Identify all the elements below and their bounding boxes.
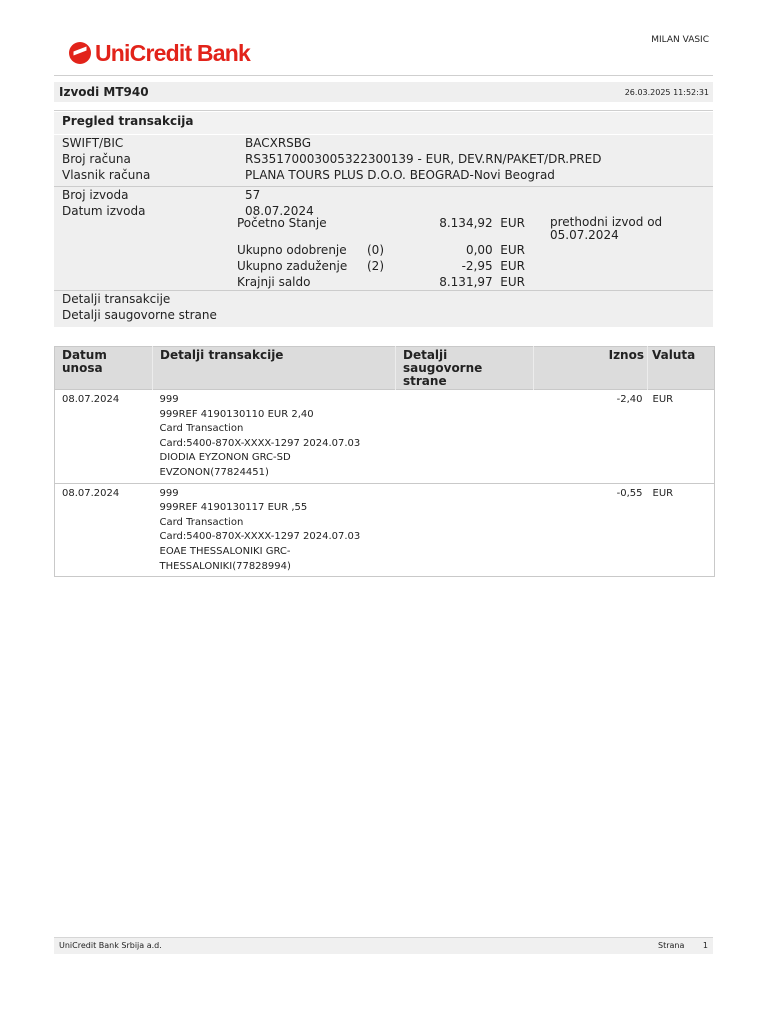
statement-number-row	[54, 187, 713, 203]
statement-date-value: 08.07.2024	[245, 204, 314, 218]
opening-balance-label: Početno Stanje	[237, 216, 327, 230]
print-timestamp: 26.03.2025 11:52:31	[624, 87, 709, 97]
page-title: Izvodi MT940	[59, 85, 149, 99]
column-header-currency: Valuta	[648, 347, 715, 390]
footer-page-number: 1	[702, 941, 708, 950]
closing-balance-label: Krajnji saldo	[237, 275, 311, 289]
row-currency: EUR	[648, 483, 715, 577]
row-details: 999 999REF 4190130117 EUR ,55 Card Transaction Card:5400-870X-XXXX-1297 2024.07.03 EOAE THESSALONIKI GRC- THESSALONIKI(77828994)	[153, 483, 396, 577]
row-amount: -2,40	[534, 390, 648, 484]
swift-value: BACXRSBG	[245, 136, 312, 150]
row-party	[396, 483, 534, 577]
statement-info-block	[54, 186, 713, 291]
row-currency: EUR	[648, 390, 715, 484]
account-value: RS35170003005322300139 - EUR, DEV.RN/PAKET/DR.PRED	[245, 152, 602, 166]
total-debit-label: Ukupno zaduženje	[237, 259, 348, 273]
swift-label: SWIFT/BIC	[62, 136, 124, 150]
row-details: 999 999REF 4190130110 EUR 2,40 Card Transaction Card:5400-870X-XXXX-1297 2024.07.03 DIODIA EYZONON GRC-SD EVZONON(77824451)	[153, 390, 396, 484]
column-header-party: Detalji saugovorne strane	[396, 347, 534, 390]
divider	[54, 110, 713, 111]
details-transaction-label: Detalji transakcije	[62, 292, 171, 306]
bank-logo	[68, 38, 250, 68]
row-amount: -0,55	[534, 483, 648, 577]
owner-label: Vlasnik računa	[62, 168, 151, 182]
row-date: 08.07.2024	[55, 390, 153, 484]
details-party-row	[54, 307, 713, 323]
account-info-block	[54, 135, 713, 186]
total-credit-amount: 0,00 EUR	[465, 243, 525, 257]
page-title-bar	[54, 82, 713, 102]
total-credit-label: Ukupno odobrenje	[237, 243, 347, 257]
table-row	[55, 390, 715, 484]
details-block	[54, 290, 713, 327]
account-label: Broj računa	[62, 152, 131, 166]
row-date: 08.07.2024	[55, 483, 153, 577]
total-debit-amount: -2,95 EUR	[461, 259, 525, 273]
transactions-table	[54, 346, 715, 577]
table-row	[55, 483, 715, 577]
account-row	[54, 151, 713, 167]
statement-date-label: Datum izvoda	[62, 204, 146, 218]
opening-balance-amount: 8.134,92 EUR	[439, 216, 525, 230]
statement-number-value: 57	[245, 188, 261, 202]
user-name: MILAN VASIC	[651, 35, 709, 45]
swift-row	[54, 135, 713, 151]
column-header-details: Detalji transakcije	[153, 347, 396, 390]
column-header-amount: Iznos	[534, 347, 648, 390]
bank-logo-text: UniCredit Bank	[95, 39, 250, 66]
owner-value: PLANA TOURS PLUS D.O.O. BEOGRAD-Novi Beograd	[245, 168, 555, 182]
owner-row	[54, 167, 713, 183]
table-header-row	[55, 347, 715, 390]
total-credit-count: (0)	[367, 243, 384, 257]
details-transaction-row	[54, 291, 713, 307]
footer-page-label: Strana	[658, 941, 685, 950]
previous-statement-note: prethodni izvod od 05.07.2024	[550, 215, 663, 242]
column-header-date: Datum unosa	[55, 347, 153, 390]
footer-bank-name: UniCredit Bank Srbija a.d.	[59, 941, 162, 950]
divider	[54, 75, 713, 76]
closing-balance-amount: 8.131,97 EUR	[439, 275, 525, 289]
statement-number-label: Broj izvoda	[62, 188, 129, 202]
page-footer	[54, 937, 713, 954]
unicredit-logo-icon	[68, 41, 92, 65]
section-heading-overview: Pregled transakcija	[54, 112, 713, 134]
details-party-label: Detalji saugovorne strane	[62, 308, 217, 322]
row-party	[396, 390, 534, 484]
total-debit-count: (2)	[367, 259, 384, 273]
